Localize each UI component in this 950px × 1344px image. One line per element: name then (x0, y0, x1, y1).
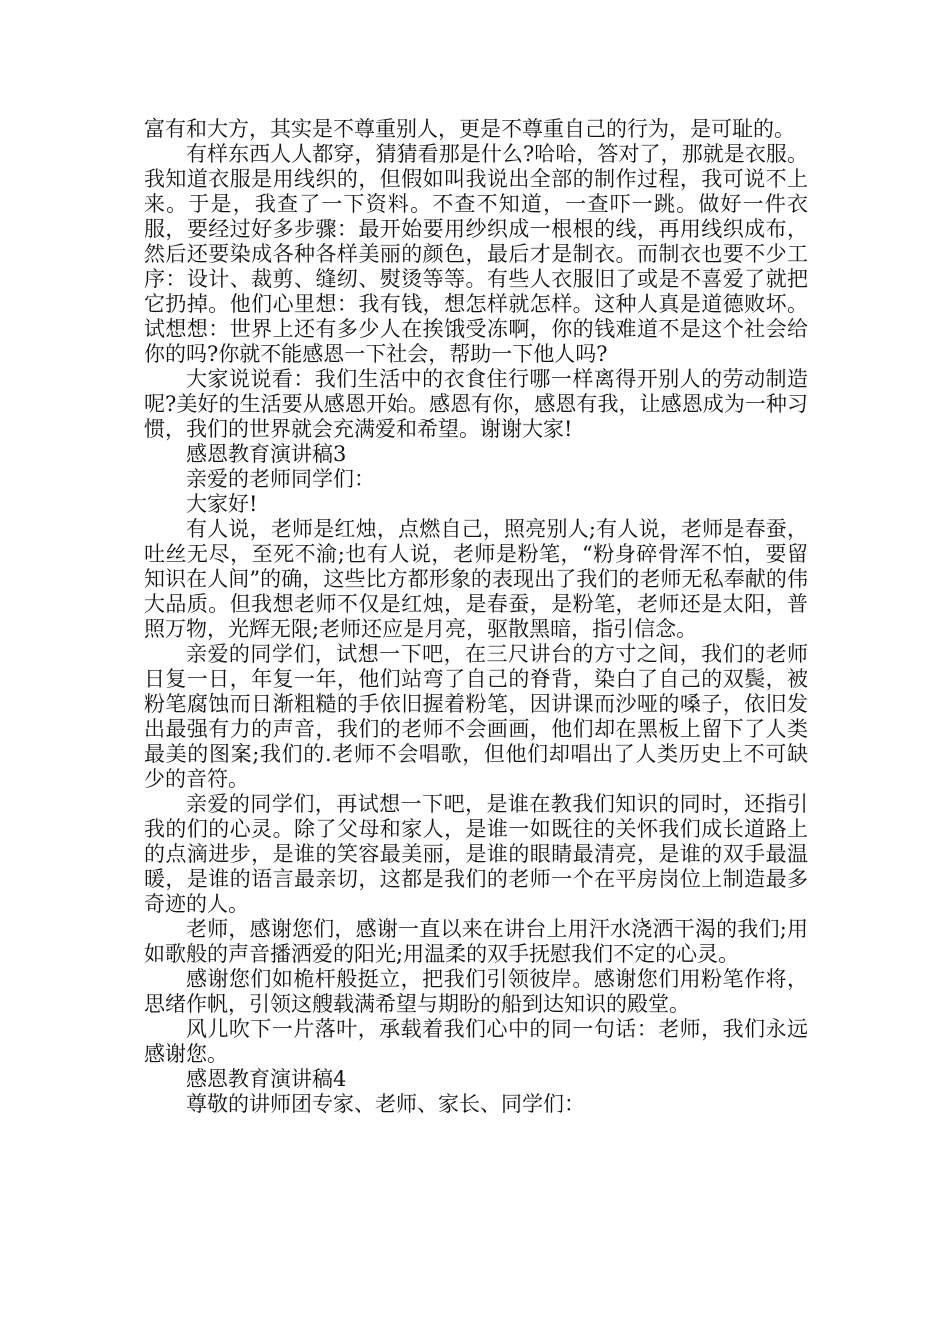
paragraph-conclusion: 大家说说看：我们生活中的衣食住行哪一样离得开别人的劳动制造呢?美好的生活要从感恩开始。感恩有你，感恩有我，让感恩成为一种习惯，我们的世界就会充满爱和希望。谢谢大家! (144, 367, 808, 441)
section-heading-speech-3: 感恩教育演讲稿3 (186, 442, 347, 466)
greeting: 大家好! (186, 492, 258, 516)
paragraph-closing: 风儿吹下一片落叶，承载着我们心中的同一句话：老师，我们永远感谢您。 (144, 1017, 808, 1066)
paragraph-teacher-metaphors: 有人说，老师是红烛，点燃自己，照亮别人;有人说，老师是春蚕，吐丝无尽，至死不渝;也有人说，老师是粉笔，“粉身碎骨浑不怕，要留知识在人间”的确，这些比方都形象的表现出了我们的老师无私奉献的伟大品质。但我想老师不仅是红烛，是春蚕，是粉笔，老师还是太阳，普照万物，光辉无限;老师还应是月亮，驱散黑暗，指引信念。 (144, 517, 808, 641)
paragraph-teacher-guidance: 亲爱的同学们，再试想一下吧，是谁在教我们知识的同时，还指引我的们的心灵。除了父母和家人，是谁一如既往的关怀我们成长道路上的点滴进步，是谁的笑容最美丽，是谁的眼睛最清亮，是谁的双手最温暖，是谁的语言最亲切，这都是我们的老师一个在平房岗位上制造最多奇迹的人。 (144, 792, 808, 916)
salutation-2: 尊敬的讲师团专家、老师、家长、同学们： (186, 1092, 585, 1116)
section-heading-speech-4: 感恩教育演讲稿4 (186, 1067, 347, 1091)
paragraph-continuation: 富有和大方，其实是不尊重别人，更是不尊重自己的行为，是可耻的。 (144, 117, 795, 141)
paragraph-thanks-teachers: 老师，感谢您们，感谢一直以来在讲台上用汗水浇洒干渴的我们;用如歌般的声音播洒爱的阳光;用温柔的双手抚慰我们不定的心灵。 (144, 917, 808, 966)
paragraph-clothes: 有样东西人人都穿，猜猜看那是什么?哈哈，答对了，那就是衣服。我知道衣服是用线织的，但假如叫我说出全部的制作过程，我可说不上来。于是，我查了一下资料。不查不知道，一查吓一跳。做好一件衣服，要经过好多步骤：最开始要用纱织成一根根的线，再用线织成布，然后还要染成各种各样美丽的颜色，最后才是制衣。而制衣也要不少工序：设计、裁剪、缝纫、熨烫等等。有些人衣服旧了或是不喜爱了就把它扔掉。他们心里想：我有钱，想怎样就怎样。这种人真是道德败坏。试想想：世界上还有多少人在挨饿受冻啊，你的钱难道不是这个社会给你的吗?你就不能感恩一下社会，帮助一下他人吗? (144, 142, 808, 366)
paragraph-thanks-guidance: 感谢您们如桅杆般挺立，把我们引领彼岸。感谢您们用粉笔作将，思绪作帆，引领这艘载满希望与期盼的船到达知识的殿堂。 (144, 967, 808, 1016)
paragraph-teacher-dedication: 亲爱的同学们，试想一下吧，在三尺讲台的方寸之间，我们的老师日复一日，年复一年，他们站弯了自己的脊背，染白了自己的双鬓，被粉笔腐蚀而日渐粗糙的手依旧握着粉笔，因讲课而沙哑的嗓子，依旧发出最强有力的声音，我们的老师不会画画，他们却在黑板上留下了人类最美的图案;我们的.老师不会唱歌，但他们却唱出了人类历史上不可缺少的音符。 (144, 642, 808, 791)
salutation: 亲爱的老师同学们： (186, 467, 375, 491)
document-page (144, 117, 808, 1117)
